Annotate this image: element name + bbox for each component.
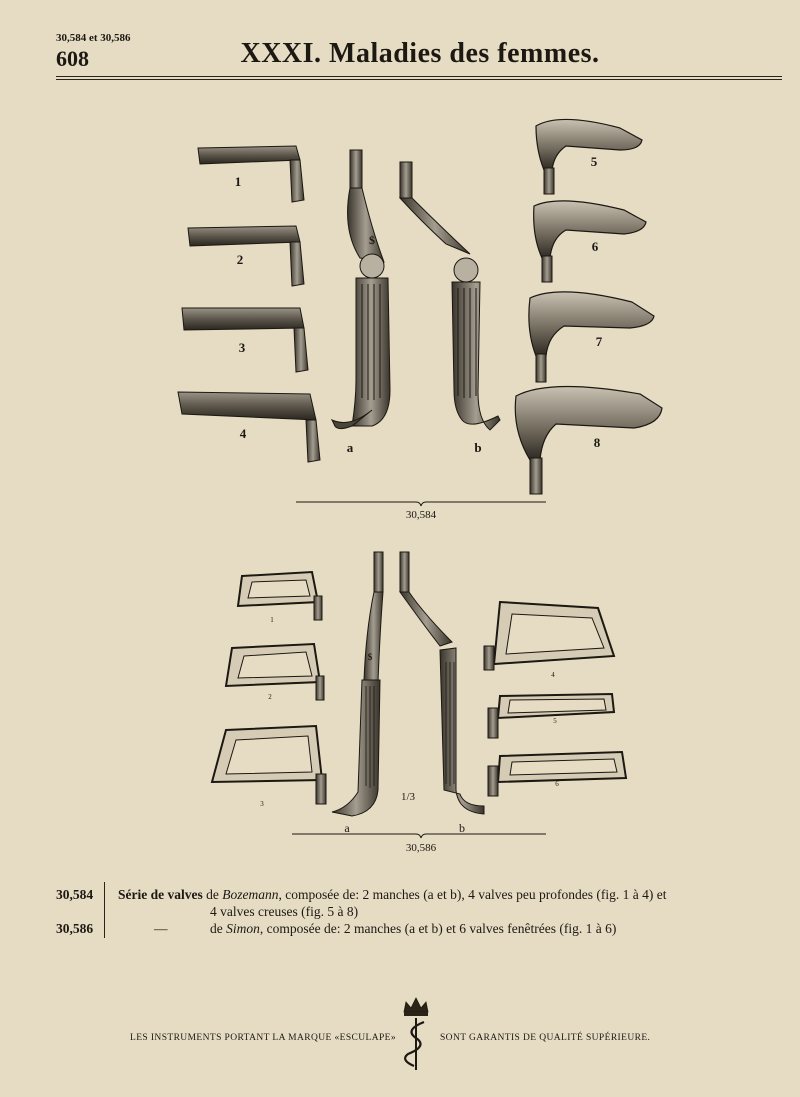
handle-a [332,552,383,816]
chapter-title: XXXI. Maladies des femmes. [240,38,600,69]
item-author: Bozemann [222,887,279,902]
item-author: Simon [226,921,260,936]
item-text [118,886,768,903]
deep-valve [536,119,642,194]
figure-label: 8 [593,435,601,450]
handle-label-a: a [346,440,354,455]
item-title: Série de valves [118,887,203,902]
fenestrated-valve [238,572,322,620]
page-number: 608 [56,46,89,71]
scale-label: 1/3 [400,791,416,803]
figure-label: 2 [268,693,272,701]
item-text-part: de [202,887,223,902]
item-text-line2: 4 valves creuses (fig. 5 à 8) [210,904,359,919]
deep-valve [534,201,646,282]
figure-label: 2 [236,252,244,267]
fenestrated-valve [488,694,614,738]
esculape-logo-icon [404,998,428,1070]
item-number: 30,584 [56,887,94,902]
deep-valve [515,386,662,494]
footer-left: LES INSTRUMENTS PORTANT LA MARQUE «ESCULAPE» [130,1033,397,1043]
handle-label-b: b [474,440,482,455]
shallow-valve [178,392,320,462]
fenestrated-valve [226,644,324,700]
handle-b [400,162,500,430]
shallow-valve [188,226,304,286]
figure-label: 5 [590,154,598,169]
figure-label: 4 [551,671,555,679]
fenestrated-valve [212,726,326,804]
fenestrated-valve [488,752,626,796]
figure-label: 4 [239,426,247,441]
ditto-dash: — [154,921,168,936]
item-text-part: , composée de: 2 manches (a et b), 4 valves peu profondes (fig. 1 à 4) et [278,887,667,902]
group-bracket [292,834,546,838]
handle-label-a: a [344,821,350,835]
plate-reference: 30,586 [405,842,437,854]
group-bracket [296,502,546,506]
item-number: 30,586 [56,921,94,936]
figure-label: 6 [591,239,599,254]
figure-label: 3 [260,800,264,808]
item-text [210,920,616,937]
plate-reference: 30,584 [405,509,437,521]
handle-a [332,150,390,429]
esculape-mark-icon: $ [367,652,373,662]
catalog-numbers: 30,584 et 30,586 [56,32,131,44]
fenestrated-valve [484,602,614,670]
deep-valve [529,292,654,382]
figure-label: 5 [553,717,557,725]
figure-label: 3 [238,340,246,355]
description-30586 [0,920,800,940]
esculape-mark-icon: $ [369,233,375,247]
shallow-valve [198,146,304,202]
footer-right: SONT GARANTIS DE QUALITÉ SUPÉRIEURE. [440,1033,651,1043]
figure-label: 1 [270,616,274,624]
handle-label-b: b [459,821,465,835]
figure-label: 7 [595,334,603,349]
item-text-part: , composée de: 2 manches (a et b) et 6 valves fenêtrées (fig. 1 à 6) [259,921,617,936]
item-text-part: de [210,921,227,936]
handle-b [400,552,484,814]
figure-label: 6 [555,780,559,788]
figure-label: 1 [234,174,242,189]
